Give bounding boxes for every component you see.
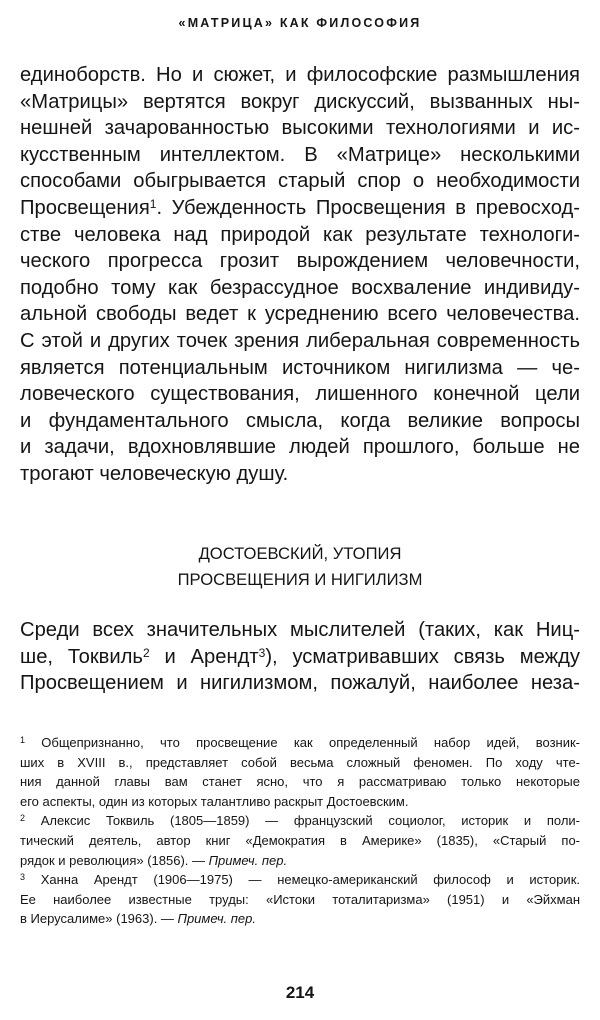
footnote-number: 2 [20,813,26,824]
footnote-number: 1 [20,735,26,745]
footnote-line [20,909,580,929]
text-fragment: ше, Токвиль [20,645,143,668]
footnote-3 [20,870,580,929]
translator-note: Примеч. пер. [177,911,257,927]
footnote-line: тический деятель, автор книг «Демократия в Америке» (1835), «Старый по- [20,832,580,848]
text-line: стве человека над природой как результате технологи- [20,223,580,246]
text-line: С этой и других точек зрения либеральная современность [20,329,580,352]
footnote-line [20,811,580,831]
text-fragment: ), усматривавших связь между [265,645,580,668]
section-heading-line: ПРОСВЕЩЕНИЯ И НИГИЛИЗМ [177,570,423,589]
footnote-line: ших в XVIII в., представляет собой весьма сложный феномен. По ходу чте- [20,754,580,770]
footnote-line [20,870,580,890]
footnote-line: ния данной главы вам станет ясно, что я рассматриваю только некоторые [20,774,580,790]
text-fragment: Алексис Токвиль (1805—1859) — французский социолог, историк и поли- [25,813,580,829]
text-line: является потенциальным источником нигилизма — че- [20,356,580,379]
text-fragment: . Убежденность Просвещения в превосход- [156,196,580,219]
footnote-line [20,733,580,753]
text-line: трогают человеческую душу. [20,462,289,485]
footnotes [20,733,580,929]
section-heading-line: ДОСТОЕВСКИЙ, УТОПИЯ [198,544,402,563]
text-line: «Матрицы» вертятся вокруг дискуссий, вызванных ны- [20,90,580,113]
text-line: нешней зачарованностью высокими технологиями и ис- [20,117,580,140]
footnote-1 [20,733,580,811]
footnote-ref-2: 2 [142,645,150,660]
text-line: способами обыгрывается старый спор о необходимости [20,170,580,193]
text-fragment: в Иерусалиме» (1963). — [20,911,178,927]
text-fragment: Общепризнанно, что просвещение как определенный набор идей, возник- [25,735,580,750]
footnote-2 [20,811,580,870]
footnote-line [20,851,580,871]
text-line: Среди всех значительных мыслителей (таких, как Ниц- [20,619,580,641]
section-heading [0,541,600,593]
text-line: кусственным интеллектом. В «Матрице» несколькими [20,143,580,166]
text-line-with-footnotes [20,644,580,671]
text-fragment: Просвещения [20,196,150,219]
text-line: Просвещением и нигилизмом, пожалуй, наиболее неза- [20,672,580,695]
text-line: и задачи, вдохновлявшие людей прошлого, больше не [20,436,580,459]
text-fragment: Ханна Арендт (1906—1975) — немецко-американский философ и историк. [25,872,580,888]
text-line: единоборств. Но и сюжет, и философские размышления [20,64,580,86]
text-line: ловеческого существования, лишенного конечной цели [20,383,580,406]
paragraph-second [20,617,580,697]
running-head: «МАТРИЦА» КАК ФИЛОСОФИЯ [178,16,422,30]
text-line: ческого прогресса грозит вырождением человечности, [20,250,580,273]
page-number: 214 [285,983,315,1002]
text-fragment: рядок и революция» (1856). — [20,852,209,868]
text-line: подобно тому как безрассудное восхваление индивиду- [20,276,580,299]
text-fragment: и Арендт [149,645,259,668]
text-line: альной свободы ведет к усреднению всего человечества. [20,303,580,326]
footnote-line: Ее наиболее известные труды: «Истоки тоталитаризма» (1951) и «Эйхман [20,891,580,907]
footnote-number: 3 [20,872,26,883]
text-line-with-footnote [20,195,580,222]
footnote-ref-1: 1 [149,196,157,211]
translator-note: Примеч. пер. [208,852,288,868]
text-line: и фундаментального смысла, когда великие вопросы [20,409,580,432]
footnote-line: его аспекты, один из которых талантливо раскрыт Достоевским. [20,793,409,809]
paragraph-main [20,62,580,488]
footnote-ref-3: 3 [258,645,266,660]
